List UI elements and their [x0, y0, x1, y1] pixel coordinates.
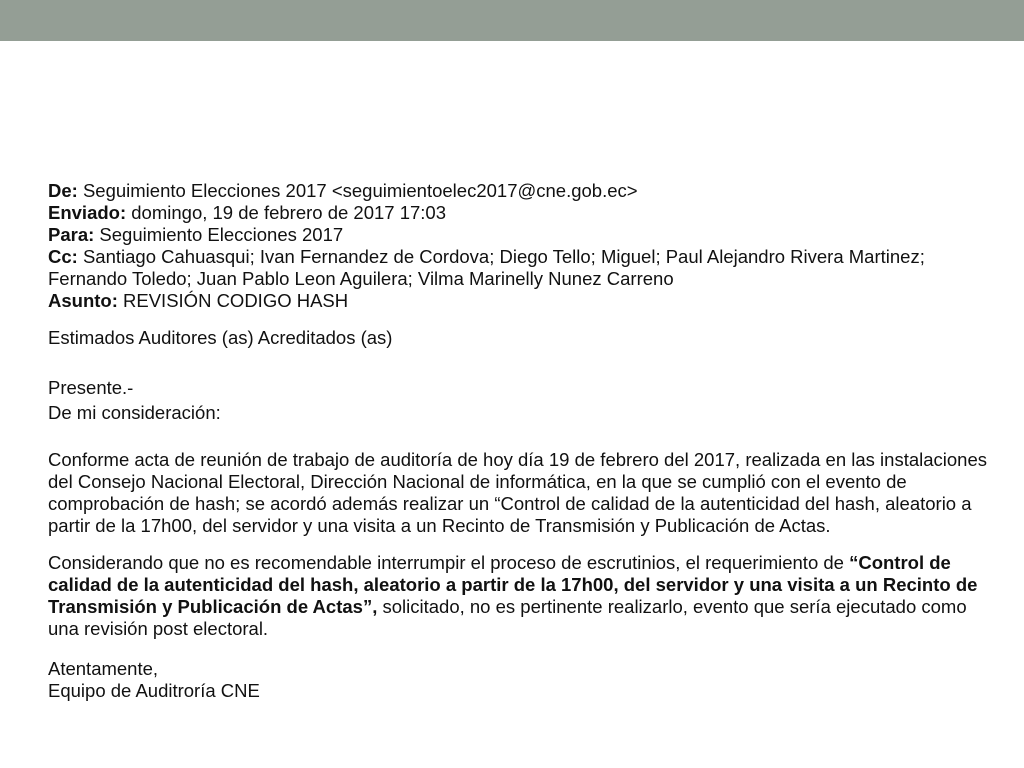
email-content — [48, 180, 988, 702]
cc-label: Cc: — [48, 246, 78, 267]
to-line — [48, 224, 988, 246]
consideracion: De mi consideración: — [48, 402, 221, 423]
subject-label: Asunto: — [48, 290, 118, 311]
closing-block — [48, 658, 988, 702]
body-paragraph-1: Conforme acta de reunión de trabajo de auditoría de hoy día 19 de febrero del 2017, realizada en las instalaciones del Consejo Nacional Electoral, Dirección Nacional de informática, en la que se cumplió con el evento de comprobación de hash; se acordó además realizar un “Control de calidad de la autenticidad del hash, aleatorio a partir de la 17h00, del servidor y una visita a un Recinto de Transmisión y Publicación de Actas. — [48, 449, 987, 536]
slide-top-bar — [0, 0, 1024, 41]
to-value: Seguimiento Elecciones 2017 — [94, 224, 344, 245]
email-header — [48, 180, 988, 312]
paragraph-2-end: solicitado, no es pertinente realizarlo, evento que sería ejecutado como una revisión post electoral. — [48, 596, 967, 639]
subject-line — [48, 290, 988, 312]
sent-value: domingo, 19 de febrero de 2017 17:03 — [126, 202, 447, 223]
closing-text: Atentamente, — [48, 658, 159, 679]
body-paragraph-2 — [48, 552, 988, 640]
sent-label: Enviado: — [48, 202, 127, 223]
paragraph-2-bold: “Control de calidad de la autenticidad del hash, aleatorio a partir de la 17h00, del servidor y una visita a un Recinto de Transmisión y Publicación de Actas”, — [48, 552, 978, 617]
from-value: Seguimiento Elecciones 2017 <seguimientoelec2017@cne.gob.ec> — [77, 180, 638, 201]
from-label: De: — [48, 180, 78, 201]
paragraph-2-start: Considerando que no es recomendable interrumpir el proceso de escrutinios, el requerimiento de — [48, 552, 850, 573]
signature-text: Equipo de Auditroría CNE — [48, 680, 260, 701]
cc-line — [48, 246, 988, 290]
to-label: Para: — [48, 224, 95, 245]
subject-value: REVISIÓN CODIGO HASH — [117, 290, 349, 311]
cc-value: Santiago Cahuasqui; Ivan Fernandez de Cordova; Diego Tello; Miguel; Paul Alejandro Rivera Martinez; Fernando Toledo; Juan Pablo Leon Aguilera; Vilma Marinelly Nunez Carreno — [48, 246, 925, 289]
from-line — [48, 180, 988, 202]
sent-line — [48, 202, 988, 224]
greeting: Estimados Auditores (as) Acreditados (as) — [48, 327, 393, 348]
presente: Presente.- — [48, 377, 134, 398]
